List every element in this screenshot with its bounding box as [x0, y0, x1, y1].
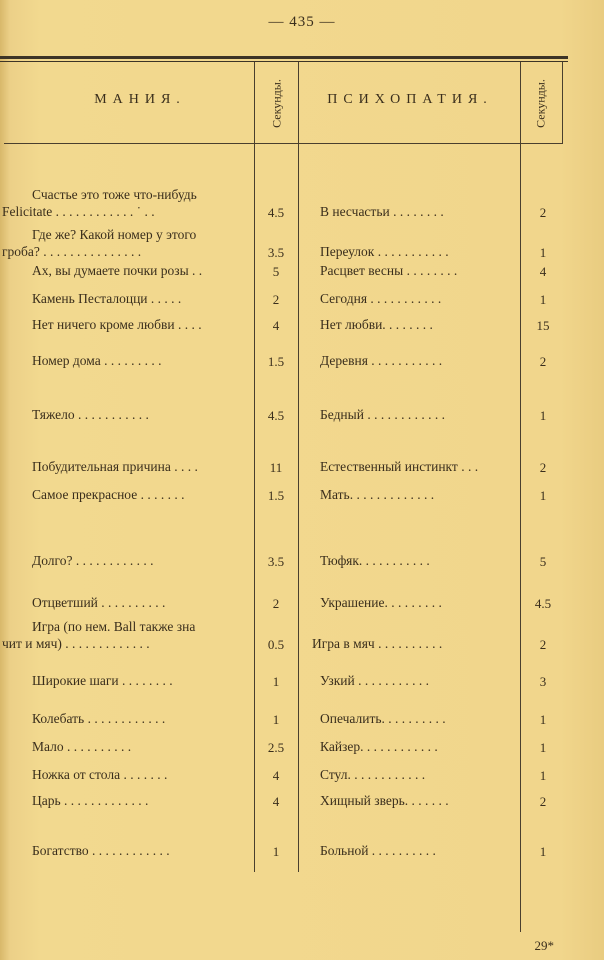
- mania-text: Широкие шаги . . . . . . . .: [32, 673, 173, 688]
- psychopathy-text: Узкий . . . . . . . . . . .: [320, 673, 429, 688]
- psychopathy-text: Естественный инстинкт . . .: [320, 459, 479, 474]
- psychopathy-seconds: 2: [539, 205, 547, 220]
- page-number: — 435 —: [268, 14, 336, 30]
- mania-text: Ножка от стола . . . . . . .: [32, 767, 168, 782]
- mania-text: Побудительная причина . . . .: [32, 459, 198, 474]
- psychopathy-seconds: 1: [539, 488, 547, 503]
- mania-text: Нет ничего кроме любви . . . .: [32, 317, 202, 332]
- mania-seconds: 4.5: [267, 205, 285, 220]
- mania-seconds: 1: [272, 844, 280, 859]
- psychopathy-seconds: 1: [539, 740, 547, 755]
- psychopathy-seconds: 5: [539, 554, 547, 569]
- mania-text: Где же? Какой номер у этого: [32, 227, 197, 242]
- mania-seconds: 5: [272, 264, 280, 279]
- mania-text: Отцветший . . . . . . . . . .: [32, 595, 166, 610]
- mania-seconds: 3.5: [267, 554, 285, 569]
- psychopathy-seconds: 4: [539, 264, 547, 279]
- mania-text: Ах, вы думаете почки розы . .: [32, 263, 203, 278]
- psychopathy-seconds: 2: [539, 460, 547, 475]
- mania-seconds: 4.5: [267, 408, 285, 423]
- psychopathy-seconds: 1: [539, 245, 547, 260]
- psychopathy-text: Переулок . . . . . . . . . . .: [320, 244, 449, 259]
- mania-seconds: 1.5: [267, 488, 285, 503]
- mania-seconds: 4: [272, 794, 280, 809]
- psychopathy-text: Кайзер. . . . . . . . . . . .: [320, 739, 438, 754]
- psychopathy-text: Стул. . . . . . . . . . . .: [320, 767, 426, 782]
- mania-seconds: 3.5: [267, 245, 285, 260]
- mania-text: Долго? . . . . . . . . . . . .: [32, 553, 154, 568]
- mania-seconds: 11: [269, 460, 283, 475]
- signature-mark: 29*: [534, 938, 554, 953]
- psychopathy-seconds: 1: [539, 768, 547, 783]
- psychopathy-text: Расцвет весны . . . . . . . .: [320, 263, 458, 278]
- psychopathy-text: Хищный зверь. . . . . . .: [320, 793, 449, 808]
- mania-text: Колебать . . . . . . . . . . . .: [32, 711, 166, 726]
- column-divider: [520, 62, 521, 932]
- mania-text: Камень Песталоцци . . . . .: [32, 291, 182, 306]
- psychopathy-text: Тюфяк. . . . . . . . . . .: [320, 553, 430, 568]
- psychopathy-seconds: 2: [539, 794, 547, 809]
- mania-seconds: 1: [272, 674, 280, 689]
- mania-seconds: 4: [272, 318, 280, 333]
- column-divider: [562, 62, 563, 144]
- psychopathy-seconds: 1: [539, 844, 547, 859]
- psychopathy-text: Сегодня . . . . . . . . . . .: [320, 291, 442, 306]
- header-mania: МАНИЯ.: [94, 92, 186, 107]
- mania-text: Felicitate . . . . . . . . . . . . ˙ . .: [2, 204, 155, 219]
- psychopathy-text: Игра в мяч . . . . . . . . . .: [312, 636, 443, 651]
- psychopathy-text: Больной . . . . . . . . . .: [320, 843, 436, 858]
- psychopathy-text: Мать. . . . . . . . . . . . .: [320, 487, 435, 502]
- mania-seconds: 2: [272, 596, 280, 611]
- column-divider: [298, 62, 299, 872]
- psychopathy-seconds: 2: [539, 637, 547, 652]
- psychopathy-text: Деревня . . . . . . . . . . .: [320, 353, 443, 368]
- mania-seconds: 2.5: [267, 740, 285, 755]
- mania-text: Богатство . . . . . . . . . . . .: [32, 843, 170, 858]
- psychopathy-text: Украшение. . . . . . . . .: [320, 595, 442, 610]
- header-seconds-right: Секунды.: [533, 79, 548, 128]
- psychopathy-seconds: 3: [539, 674, 547, 689]
- psychopathy-seconds: 1: [539, 712, 547, 727]
- psychopathy-text: Опечалить. . . . . . . . . .: [320, 711, 446, 726]
- mania-text: Царь . . . . . . . . . . . . .: [32, 793, 149, 808]
- header-seconds-left: Секунды.: [269, 79, 284, 128]
- psychopathy-text: Бедный . . . . . . . . . . . .: [320, 407, 445, 422]
- psychopathy-seconds: 2: [539, 354, 547, 369]
- psychopathy-seconds: 15: [536, 318, 550, 333]
- psychopathy-text: Нет любви. . . . . . . .: [320, 317, 433, 332]
- mania-seconds: 1.5: [267, 354, 285, 369]
- psychopathy-text: В несчастьи . . . . . . . .: [320, 204, 444, 219]
- mania-text: Номер дома . . . . . . . . .: [32, 353, 162, 368]
- psychopathy-seconds: 1: [539, 408, 547, 423]
- column-divider: [254, 62, 255, 872]
- mania-text: Игра (по нем. Ball также зна: [32, 619, 196, 634]
- mania-seconds: 0.5: [267, 637, 285, 652]
- mania-text: Самое прекрасное . . . . . . .: [32, 487, 185, 502]
- header-psychopathy: ПСИХОПАТИЯ.: [327, 92, 493, 107]
- mania-text: Счастье это тоже что-нибудь: [32, 187, 197, 202]
- mania-text: Тяжело . . . . . . . . . . .: [32, 407, 149, 422]
- mania-text: гроба? . . . . . . . . . . . . . . .: [2, 244, 142, 259]
- mania-seconds: 2: [272, 292, 280, 307]
- psychopathy-seconds: 1: [539, 292, 547, 307]
- mania-seconds: 4: [272, 768, 280, 783]
- mania-seconds: 1: [272, 712, 280, 727]
- psychopathy-seconds: 4.5: [534, 596, 552, 611]
- mania-text: Мало . . . . . . . . . .: [32, 739, 132, 754]
- mania-text: чит и мяч) . . . . . . . . . . . . .: [2, 636, 150, 651]
